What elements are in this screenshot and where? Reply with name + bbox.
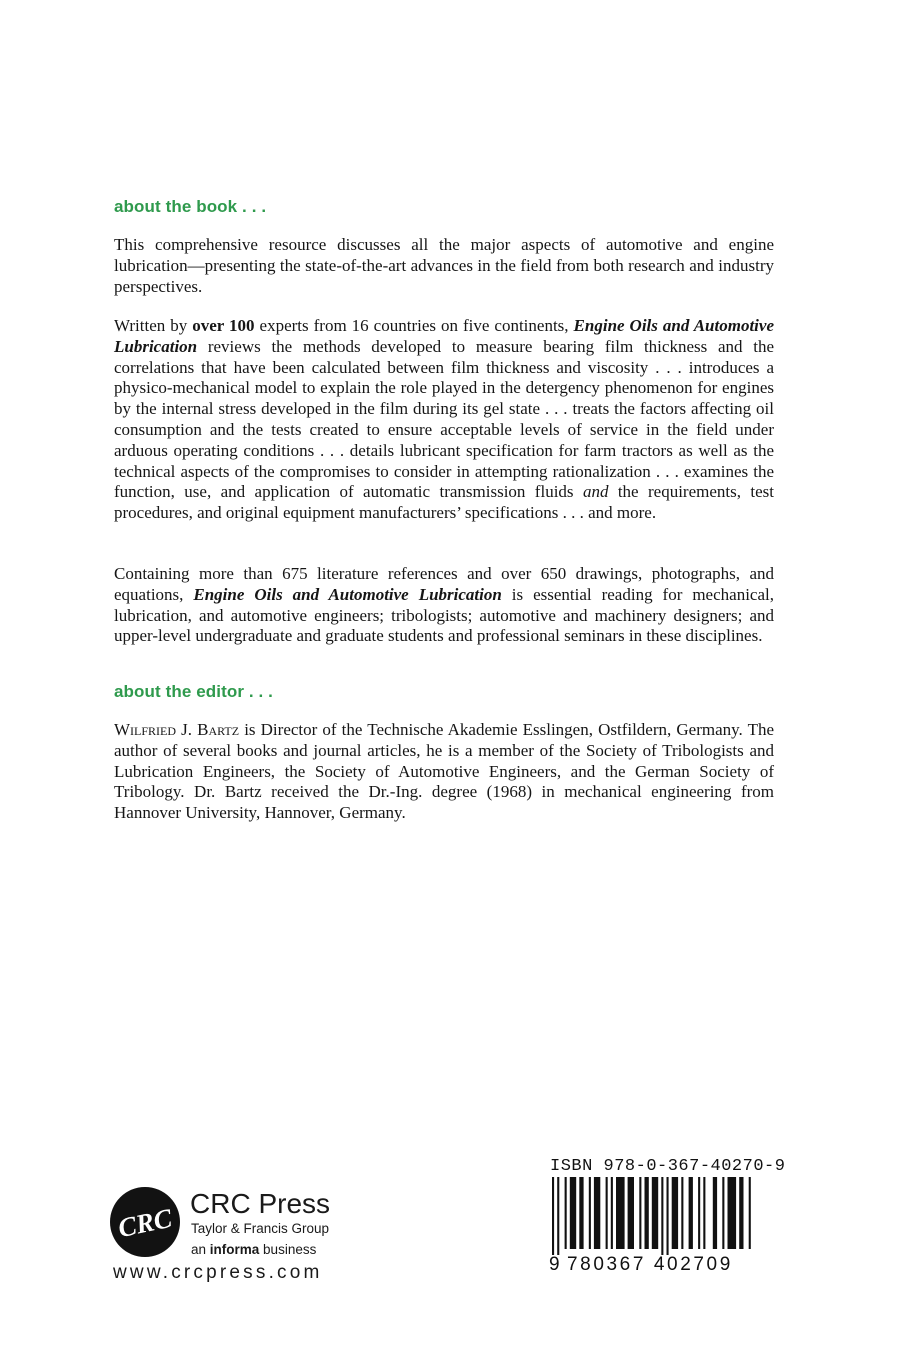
about-book-heading: about the book . . .: [114, 197, 267, 216]
barcode-bar: [739, 1177, 743, 1249]
barcode-bar: [645, 1177, 649, 1249]
barcode-bar: [672, 1177, 678, 1249]
bold-span: informa: [209, 1242, 260, 1257]
text-span: the requirements, test procedures, and original equipment manufacturers’ specifications . . . and more.: [114, 482, 775, 523]
barcode-bar: [628, 1177, 634, 1249]
barcode-bar: [698, 1177, 700, 1249]
crc-logo-text: CRC: [115, 1202, 175, 1244]
text-span: is Director of the Technische Akademie Esslingen, Ostfildern, Germany. The author of several books and journal articles, he is a member of the Society of Tribologists and Lubrication Engineers, the Society of Automotive Engineers, and the German Society of Tribology. Dr. Bartz received the Dr.-Ing. degree (1968) in mechanical engineering from Hannover University, Hannover, Germany.: [114, 720, 775, 823]
editor-name: Wilfried J. Bartz: [114, 720, 240, 739]
barcode-bar: [570, 1177, 576, 1249]
editor-bio-paragraph: [114, 720, 774, 824]
italic-span: and: [582, 482, 609, 502]
barcode-digits: 780367 402709: [567, 1254, 733, 1275]
text-span: an: [191, 1242, 210, 1257]
barcode-bar: [713, 1177, 717, 1249]
barcode-bar: [579, 1177, 583, 1249]
text-span: Containing more than 675 literature references and over 650 drawings, photographs, and equations,: [114, 564, 774, 604]
barcode-bar: [728, 1177, 737, 1249]
barcode-bar: [681, 1177, 683, 1249]
text-span: reviews the methods developed to measure bearing film thickness and the correlations that have been calculated between film thickness and viscosity . . . introduces a physico-mechanical model to explain the role played in the detergency phenomenon for engines by the internal stress developed in the film during its gel state . . . treats the factors affecting oil consumption and the tests created to ensure acceptable levels of service in the field under arduous operating conditions . . . details lubricant specification for farm tractors as well as the technical aspects of the compromises to consider in attempting rationalization . . . examines the function, use, and application of automatic transmission fluids: [114, 336, 774, 502]
isbn-label: ISBN 978-0-367-40270-9: [550, 1157, 786, 1176]
text-span: Written by: [114, 316, 193, 335]
publisher-name: CRC Press: [190, 1188, 331, 1219]
book-title: Engine Oils and Automotive Lubrication: [114, 316, 774, 356]
text-span: is essential reading for mechanical, lubrication, and automotive engineers; tribologists; automotive and machinery designers; and upper-level undergraduate and graduate students and professional seminars in these disciplines.: [114, 584, 774, 646]
book-title: Engine Oils and Automotive Lubrication: [193, 584, 502, 604]
barcode-bar: [689, 1177, 693, 1249]
barcode-icon: [548, 1177, 754, 1255]
publisher-group: Taylor & Francis Group: [191, 1221, 330, 1236]
book-audience-paragraph: [114, 564, 774, 647]
barcode-bar: [639, 1177, 641, 1249]
about-editor-heading: about the editor . . .: [114, 682, 273, 701]
barcode-bar: [606, 1177, 608, 1249]
barcode-bar: [557, 1177, 559, 1255]
barcode-bar: [703, 1177, 705, 1249]
barcode-bar: [749, 1177, 751, 1249]
text-span: experts from 16 countries on five continents,: [254, 316, 574, 335]
barcode-bar: [616, 1177, 625, 1249]
barcode-bar: [552, 1177, 554, 1255]
barcode-bar: [667, 1177, 669, 1255]
publisher-url[interactable]: www.crcpress.com: [113, 1262, 323, 1283]
barcode-bar: [611, 1177, 613, 1249]
text-span: business: [259, 1242, 317, 1257]
crc-logo: [110, 1187, 180, 1257]
barcode-bar: [722, 1177, 724, 1249]
barcode-bar: [661, 1177, 663, 1255]
barcode-bar: [594, 1177, 600, 1249]
book-contents-paragraph: [114, 316, 774, 524]
barcode-bar: [589, 1177, 591, 1249]
publisher-business: [191, 1242, 316, 1257]
barcode-first-digit: 9: [549, 1254, 560, 1275]
bold-span: over 100: [192, 316, 255, 335]
book-description-paragraph: This comprehensive resource discusses all the major aspects of automotive and engine lubrication—presenting the state-of-the-art advances in the field from both research and industry perspectives.: [114, 235, 774, 296]
barcode-bar: [652, 1177, 658, 1249]
barcode-bar: [565, 1177, 567, 1249]
